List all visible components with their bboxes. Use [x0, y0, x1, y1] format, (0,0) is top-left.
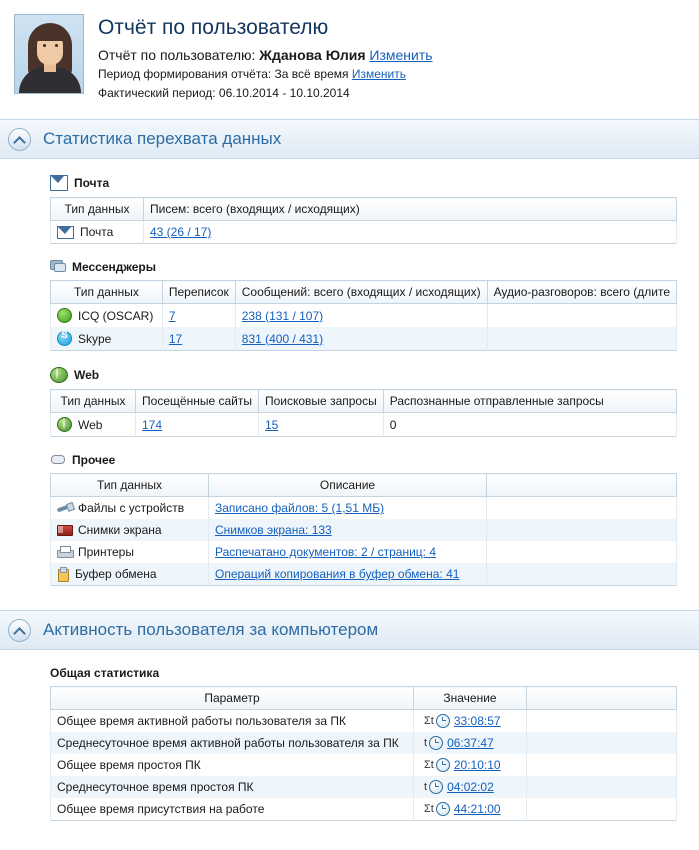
report-actual-period: Фактический период: 06.10.2014 - 10.10.2014	[98, 86, 350, 100]
avg-symbol: t	[424, 781, 428, 793]
other-row-desc	[209, 563, 487, 586]
chats-link[interactable]: 17	[168, 331, 183, 346]
section-header-user-activity[interactable]	[0, 610, 699, 650]
messenger-icon	[50, 260, 66, 274]
web-row-queries	[259, 413, 384, 437]
report-header	[0, 0, 699, 113]
table-row	[51, 776, 677, 798]
queries-link[interactable]: 15	[265, 417, 279, 432]
table-row	[51, 541, 677, 563]
other-row-type	[51, 497, 209, 520]
col-empty	[527, 687, 677, 710]
other-type-label: Файлы с устройств	[78, 501, 185, 515]
subsection-other-label: Прочее	[72, 453, 116, 467]
table-row	[51, 327, 677, 351]
col-type: Тип данных	[51, 474, 209, 497]
icq-icon	[57, 308, 72, 323]
table-header-row	[51, 390, 677, 413]
avatar	[14, 14, 84, 94]
sites-link[interactable]: 174	[142, 417, 163, 432]
col-mail-count: Писем: всего (входящих / исходящих)	[144, 198, 677, 221]
globe-icon	[57, 417, 72, 432]
web-type-label: Web	[78, 417, 103, 432]
messenger-type-label: ICQ (OSCAR)	[78, 308, 154, 323]
col-messages: Сообщений: всего (входящих / исходящих)	[235, 281, 487, 304]
other-row-type	[51, 519, 209, 541]
activity-value-link[interactable]: 33:08:57	[453, 714, 501, 728]
mail-row-type-label: Почта	[80, 225, 114, 239]
table-row	[51, 519, 677, 541]
other-desc-link[interactable]: Снимков экрана: 133	[215, 523, 332, 537]
activity-row-empty	[527, 754, 677, 776]
other-row-empty	[487, 541, 677, 563]
report-period	[98, 65, 433, 83]
subsection-web-label: Web	[74, 368, 100, 382]
subsection-web	[50, 367, 677, 383]
activity-row-empty	[527, 798, 677, 821]
table-row	[51, 754, 677, 776]
subsection-mail-label: Почта	[74, 176, 110, 190]
activity-row-param: Общее время присутствия на работе	[51, 798, 414, 821]
activity-row-param: Среднесуточное время простоя ПК	[51, 776, 414, 798]
section-header-data-capture[interactable]	[0, 119, 699, 159]
other-row-empty	[487, 497, 677, 520]
col-queries: Поисковые запросы	[259, 390, 384, 413]
messenger-row-audio	[487, 304, 676, 328]
section-title-data-capture: Статистика перехвата данных	[43, 129, 282, 148]
other-row-desc	[209, 497, 487, 520]
report-subtitle	[98, 46, 433, 64]
clock-icon	[436, 802, 450, 816]
other-row-empty	[487, 563, 677, 586]
table-header-row	[51, 474, 677, 497]
sum-symbol: Σt	[424, 803, 434, 815]
messenger-row-type	[51, 327, 163, 351]
clipboard-icon	[57, 568, 69, 581]
web-row-sites	[136, 413, 259, 437]
messages-link[interactable]: 831 (400 / 431)	[241, 331, 324, 346]
activity-row-param: Общее время простоя ПК	[51, 754, 414, 776]
change-user-link[interactable]: Изменить	[369, 47, 433, 63]
other-desc-link[interactable]: Распечатано документов: 2 / страниц: 4	[215, 545, 437, 559]
table-row	[51, 413, 677, 437]
activity-row-param: Среднесуточное время активной работы пользователя за ПК	[51, 732, 414, 754]
col-type: Тип данных	[51, 281, 163, 304]
other-desc-link[interactable]: Записано файлов: 5 (1,51 МБ)	[215, 501, 385, 515]
other-icon	[50, 453, 66, 467]
clock-icon	[436, 714, 450, 728]
messenger-type-label: Skype	[78, 331, 112, 346]
other-row-desc	[209, 519, 487, 541]
table-row	[51, 563, 677, 586]
table-header-row	[51, 687, 677, 710]
web-table	[50, 389, 677, 437]
data-capture-block	[0, 175, 699, 586]
messenger-row-type	[51, 304, 163, 328]
messenger-row-messages	[235, 304, 487, 328]
report-subtitle-label: Отчёт по пользователю:	[98, 47, 256, 63]
activity-row-value	[414, 732, 527, 754]
activity-row-empty	[527, 776, 677, 798]
other-type-label: Принтеры	[78, 545, 134, 559]
table-header-row	[51, 281, 677, 304]
col-audio: Аудио-разговоров: всего (длите	[487, 281, 676, 304]
skype-icon	[57, 331, 72, 346]
messenger-row-messages	[235, 327, 487, 351]
chats-link[interactable]: 7	[168, 308, 176, 323]
messages-link[interactable]: 238 (131 / 107)	[241, 308, 324, 323]
col-sites: Посещённые сайты	[136, 390, 259, 413]
web-row-type	[51, 413, 136, 437]
device-icon	[55, 500, 73, 516]
mail-row-type	[51, 221, 144, 244]
table-row	[51, 732, 677, 754]
col-type: Тип данных	[51, 390, 136, 413]
web-row-recognized: 0	[383, 413, 676, 437]
change-period-link[interactable]: Изменить	[351, 67, 407, 81]
col-chats: Переписок	[162, 281, 235, 304]
col-empty	[487, 474, 677, 497]
sum-symbol: Σt	[424, 715, 434, 727]
chevron-up-icon[interactable]	[8, 619, 31, 642]
col-type: Тип данных	[51, 198, 144, 221]
other-row-type	[51, 541, 209, 563]
table-header-row	[51, 198, 677, 221]
user-activity-block	[0, 666, 699, 821]
clock-icon	[429, 780, 443, 794]
subsection-general-stats	[50, 666, 677, 680]
subsection-general-stats-label: Общая статистика	[50, 666, 160, 680]
table-row	[51, 710, 677, 733]
report-user-name: Жданова Юлия	[259, 47, 366, 63]
activity-value-link[interactable]: 04:02:02	[447, 780, 494, 794]
other-row-empty	[487, 519, 677, 541]
mail-row-value	[144, 221, 677, 244]
activity-row-empty	[527, 732, 677, 754]
mail-icon	[57, 226, 74, 239]
activity-row-value	[414, 798, 527, 821]
other-row-desc	[209, 541, 487, 563]
mail-count-link[interactable]: 43 (26 / 17)	[150, 225, 212, 239]
activity-row-value	[414, 776, 527, 798]
other-desc-link[interactable]: Операций копирования в буфер обмена: 41	[215, 567, 460, 581]
subsection-messengers-label: Мессенджеры	[72, 260, 156, 274]
table-row	[51, 221, 677, 244]
activity-row-empty	[527, 710, 677, 733]
report-period-label: Период формирования отчёта: За всё время	[98, 67, 349, 81]
col-parameter: Параметр	[51, 687, 414, 710]
globe-icon	[50, 367, 68, 383]
subsection-messengers	[50, 260, 677, 274]
activity-row-value	[414, 710, 527, 733]
col-description: Описание	[209, 474, 487, 497]
page-title: Отчёт по пользователю	[98, 16, 329, 39]
printer-icon	[57, 546, 72, 558]
mail-table	[50, 197, 677, 244]
activity-value-link[interactable]: 44:21:00	[453, 802, 501, 816]
messenger-row-chats	[162, 304, 235, 328]
mail-icon	[50, 175, 68, 191]
clock-icon	[429, 736, 443, 750]
avg-symbol: t	[424, 737, 428, 749]
col-recognized: Распознанные отправленные запросы	[383, 390, 676, 413]
other-table	[50, 473, 677, 586]
subsection-other	[50, 453, 677, 467]
table-row	[51, 497, 677, 520]
table-row	[51, 798, 677, 821]
section-title-user-activity: Активность пользователя за компьютером	[43, 620, 379, 639]
messenger-row-audio	[487, 327, 676, 351]
other-row-type	[51, 563, 209, 586]
col-value: Значение	[414, 687, 527, 710]
table-row	[51, 304, 677, 328]
activity-table	[50, 686, 677, 821]
clock-icon	[436, 758, 450, 772]
other-type-label: Снимки экрана	[78, 523, 162, 537]
other-type-label: Буфер обмена	[75, 567, 157, 581]
activity-value-link[interactable]: 06:37:47	[447, 736, 494, 750]
activity-row-value	[414, 754, 527, 776]
chevron-up-icon[interactable]	[8, 128, 31, 151]
messenger-row-chats	[162, 327, 235, 351]
header-text	[84, 14, 433, 103]
sum-symbol: Σt	[424, 759, 434, 771]
screenshot-icon	[57, 524, 72, 536]
messengers-table	[50, 280, 677, 351]
subsection-mail	[50, 175, 677, 191]
activity-row-param: Общее время активной работы пользователя за ПК	[51, 710, 414, 733]
activity-value-link[interactable]: 20:10:10	[453, 758, 501, 772]
